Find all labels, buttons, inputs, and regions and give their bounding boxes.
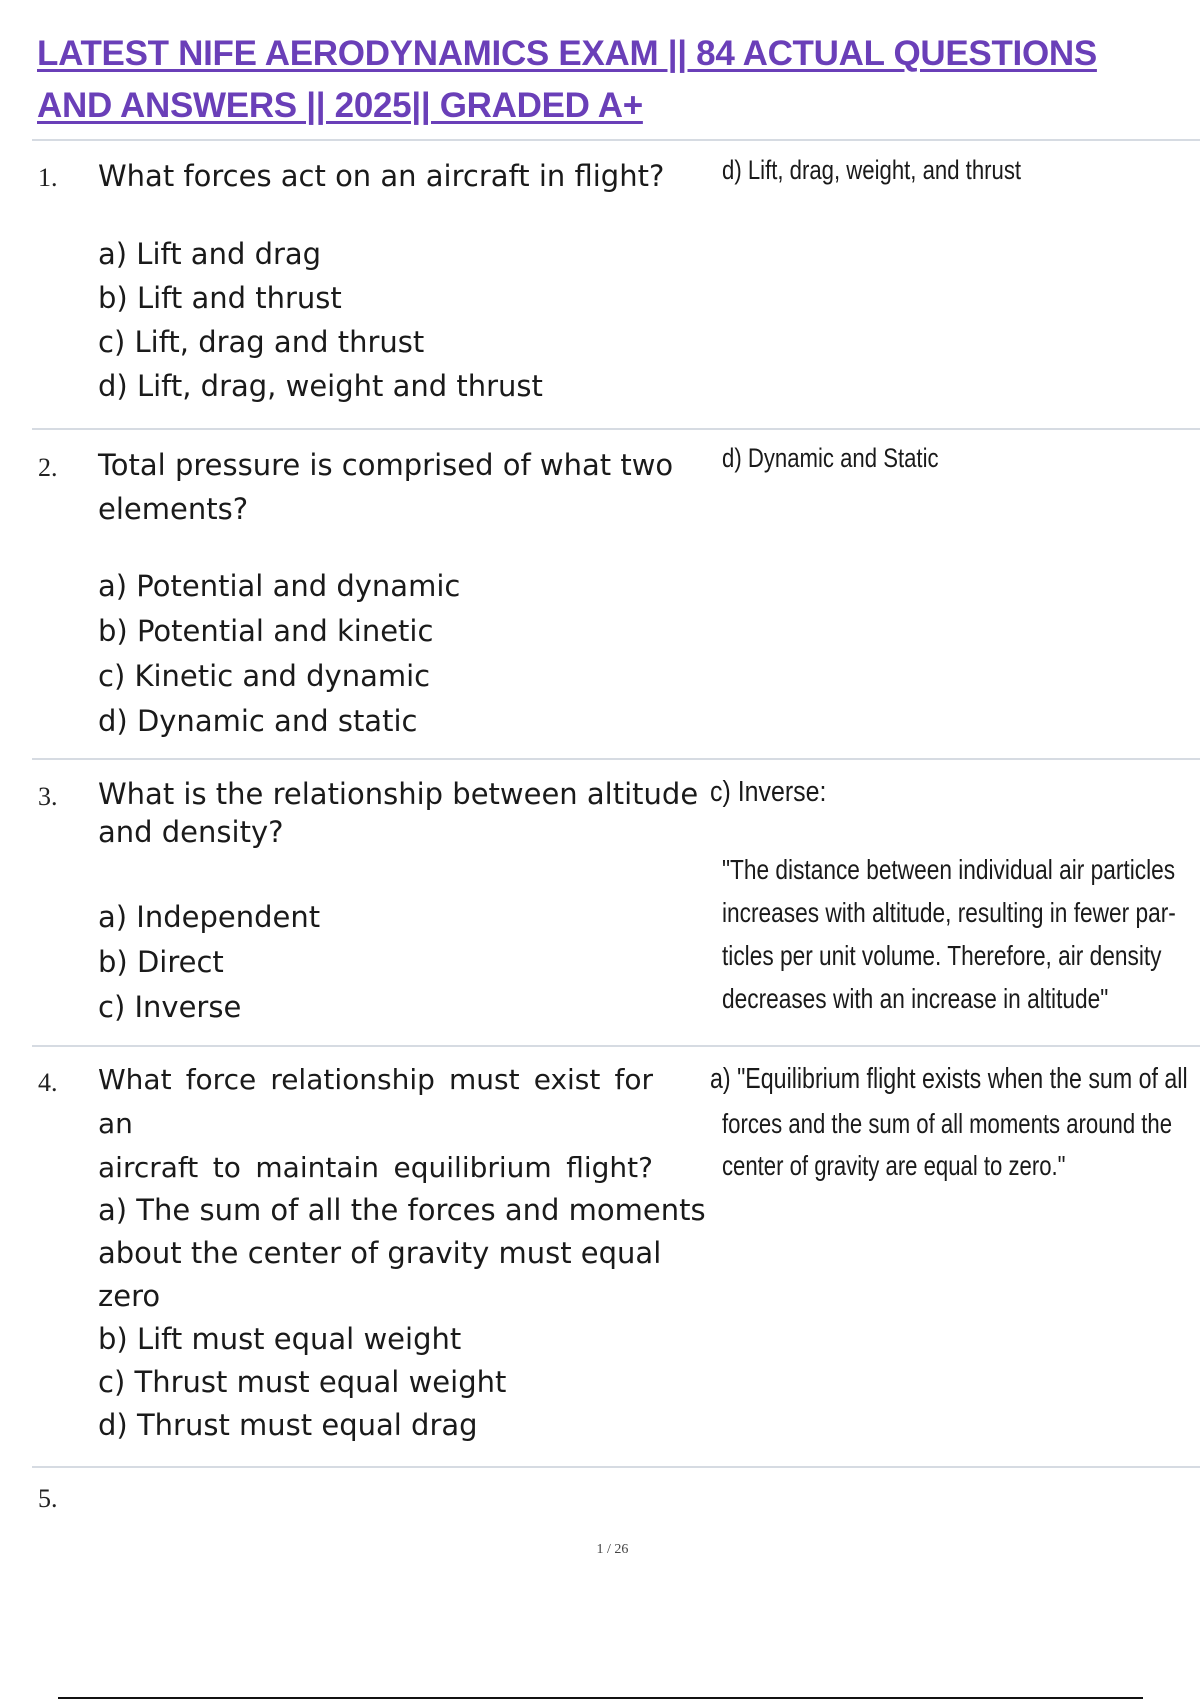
question-text-line: What force relationship must exist for an (98, 1063, 653, 1140)
explanation-line: "The distance between individual air particles (722, 854, 1176, 885)
option-b: b) Potential and kinetic (98, 614, 434, 648)
answer-explanation (722, 1103, 1172, 1187)
question-number: 4. (38, 1068, 58, 1097)
explanation-line: increases with altitude, resulting in fewer par- (722, 897, 1176, 928)
option-a-continued: zero (98, 1279, 161, 1313)
question-number: 5. (38, 1484, 58, 1513)
explanation-line: decreases with an increase in altitude" (722, 983, 1109, 1014)
question-text (98, 1058, 653, 1190)
option-b: b) Lift and thrust (98, 281, 342, 315)
answer-explanation (722, 848, 1176, 1020)
question-text-line: aircraft to maintain equilibrium flight? (98, 1151, 653, 1184)
options-list (98, 564, 460, 744)
answer-text: a) "Equilibrium flight exists when the sum of all (710, 1063, 1188, 1095)
option-a: a) Potential and dynamic (98, 569, 461, 603)
section-divider (32, 758, 1200, 760)
explanation-line: ticles per unit volume. Therefore, air density (722, 940, 1162, 971)
option-c: c) Thrust must equal weight (98, 1365, 507, 1399)
question-text (98, 775, 698, 851)
question-text (98, 443, 673, 531)
option-a: a) Independent (98, 900, 321, 934)
section-divider (32, 1466, 1200, 1468)
options-list (98, 895, 320, 1030)
page-number: 1 / 26 (596, 1542, 629, 1557)
option-c: c) Inverse (98, 990, 242, 1024)
option-d: d) Dynamic and static (98, 704, 418, 738)
question-text-line: and density? (98, 815, 284, 849)
document-title (37, 28, 1177, 132)
option-a-continued: about the center of gravity must equal (98, 1236, 662, 1270)
option-d: d) Lift, drag, weight and thrust (98, 369, 543, 403)
option-c: c) Lift, drag and thrust (98, 325, 425, 359)
section-divider (32, 428, 1200, 430)
option-b: b) Direct (98, 945, 224, 979)
question-text: What forces act on an aircraft in flight? (98, 159, 665, 193)
page-bottom-rule (58, 1697, 1143, 1699)
answer-text: d) Lift, drag, weight, and thrust (722, 155, 1022, 185)
question-text-line: elements? (98, 492, 249, 526)
section-divider (32, 139, 1200, 141)
option-a: a) The sum of all the forces and moments (98, 1193, 706, 1227)
question-text-line: What is the relationship between altitude (98, 777, 699, 811)
question-text-line: Total pressure is comprised of what two (98, 448, 674, 482)
answer-text: c) Inverse: (710, 776, 827, 808)
option-b: b) Lift must equal weight (98, 1322, 462, 1356)
section-divider (32, 1045, 1200, 1047)
options-list (98, 232, 543, 408)
option-a: a) Lift and drag (98, 237, 322, 271)
question-number: 3. (38, 782, 58, 811)
option-d: d) Thrust must equal drag (98, 1408, 478, 1442)
title-line-2: AND ANSWERS || 2025|| GRADED A+ (37, 86, 643, 125)
explanation-line: forces and the sum of all moments around the (722, 1108, 1173, 1139)
title-line-1: LATEST NIFE AERODYNAMICS EXAM || 84 ACTUAL QUESTIONS (37, 34, 1097, 73)
options-list (98, 1189, 706, 1447)
question-number: 2. (38, 453, 58, 482)
option-c: c) Kinetic and dynamic (98, 659, 431, 693)
explanation-line: center of gravity are equal to zero." (722, 1150, 1066, 1181)
answer-text: d) Dynamic and Static (722, 443, 939, 473)
question-number: 1. (38, 163, 58, 192)
